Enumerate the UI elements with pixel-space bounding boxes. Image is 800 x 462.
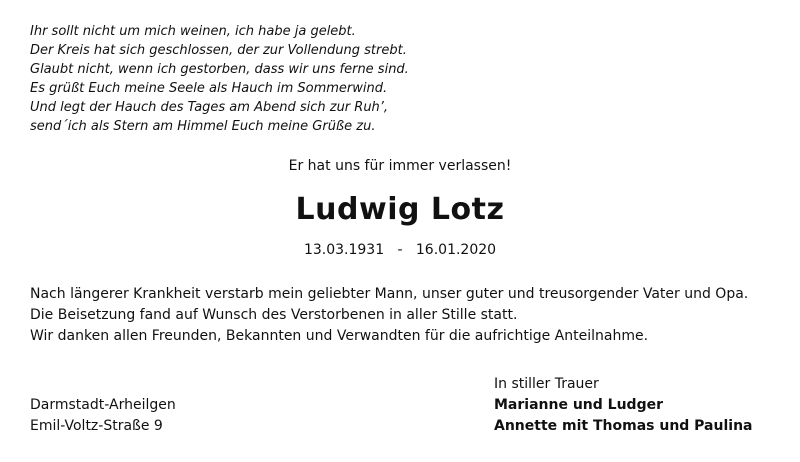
address-city: Darmstadt-Arheilgen	[30, 397, 176, 413]
address-block	[30, 395, 176, 437]
death-date: 16.01.2020	[415, 242, 497, 258]
mourners-line: Annette mit Thomas und Paulina	[494, 418, 753, 434]
deceased-name: Ludwig Lotz	[295, 192, 505, 227]
poem-line: Ihr sollt nicht um mich weinen, ich habe ja gelebt.	[30, 24, 356, 39]
mourners-line: Marianne und Ludger	[494, 397, 663, 413]
poem-line: Und legt der Hauch des Tages am Abend sich zur Ruh’,	[30, 100, 389, 115]
intro-text: Er hat uns für immer verlassen!	[288, 158, 512, 174]
poem-line: Der Kreis hat sich geschlossen, der zur Vollendung strebt.	[30, 43, 407, 58]
announcement-line: Wir danken allen Freunden, Bekannten und Verwandten für die aufrichtige Anteilnahme.	[30, 328, 649, 344]
poem-line: Glaubt nicht, wenn ich gestorben, dass wir uns ferne sind.	[30, 62, 409, 77]
mourners-heading: In stiller Trauer	[494, 376, 599, 392]
birth-date: 13.03.1931	[303, 242, 385, 258]
mourners-block	[494, 374, 753, 437]
address-street: Emil-Voltz-Straße 9	[30, 418, 163, 434]
announcement-text	[30, 284, 790, 347]
poem-line: send´ich als Stern am Himmel Euch meine Grüße zu.	[30, 119, 376, 134]
poem	[30, 22, 550, 136]
announcement-line: Die Beisetzung fand auf Wunsch des Verstorbenen in aller Stille statt.	[30, 307, 518, 323]
date-separator: -	[397, 242, 403, 258]
announcement-line: Nach längerer Krankheit verstarb mein geliebter Mann, unser guter und treusorgender Vater und Opa.	[30, 286, 749, 302]
life-dates	[0, 240, 800, 260]
poem-line: Es grüßt Euch meine Seele als Hauch im Sommerwind.	[30, 81, 388, 96]
